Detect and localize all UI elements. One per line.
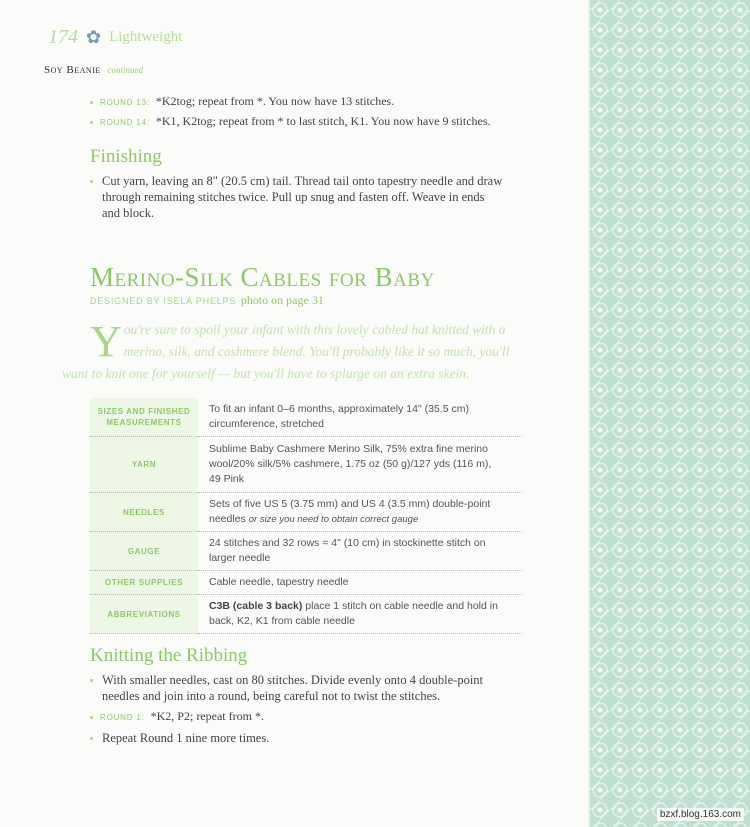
spec-label: NEEDLES [90,493,198,532]
specs-table [90,398,522,634]
round-label: ROUND 13: [100,98,150,107]
text-line: through remaining stitches twice. Pull up snug and fasten off. Weave in ends [102,190,485,204]
spec-value [198,398,522,437]
spec-line: needles [209,513,249,525]
spec-line: Sets of five US 5 (3.75 mm) and US 4 (3.5 mm) double-point [209,498,491,510]
spec-value [198,532,522,571]
round-1 [100,709,264,724]
drop-cap: Y [90,317,122,366]
section-name: Lightweight [109,29,183,45]
spec-label: YARN [90,437,198,493]
table-row [90,493,522,532]
table-row [90,437,522,493]
designer-credit: DESIGNED BY ISELA PHELPS [90,296,237,306]
spec-label: GAUGE [90,532,198,571]
spec-line: back, K2, K1 from cable needle [209,615,355,627]
round-14 [100,114,491,129]
intro-line: ou're sure to spoil your infant with this lovely cabled hat knitted with a [123,322,506,337]
spec-label: SIZES AND FINISHED MEASUREMENTS [90,398,198,437]
finishing-heading: Finishing [90,146,162,167]
round-text: *K1, K2tog; repeat from * to last stitch, K1. You now have 9 stitches. [155,114,491,128]
spec-value [198,571,522,595]
finishing-text [102,173,520,221]
table-row [90,532,522,571]
repeat-instruction: Repeat Round 1 nine more times. [102,731,270,745]
text-line: Cut yarn, leaving an 8" (20.5 cm) tail. Thread tail onto tapestry needle and draw [102,174,503,188]
page-number: 174 [48,26,78,48]
spec-line: 49 Pink [209,473,245,485]
bullet-icon [90,679,93,682]
spec-line: circumference, stretched [209,418,324,430]
table-row [90,398,522,437]
photo-reference: photo on page 31 [240,293,324,307]
spec-italic-note: or size you need to obtain correct gauge [248,514,419,525]
designer-line [90,293,324,308]
spec-value [198,493,522,532]
spec-value [198,595,522,634]
intro-line: merino, silk, and cashmere blend. You'll probably like it so much, you'll [123,344,510,359]
spec-label: ABBREVIATIONS [90,595,198,634]
spec-label: OTHER SUPPLIES [90,571,198,595]
abbreviation-term: C3B (cable 3 back) [209,600,303,612]
flower-ornament-icon: ✿ [86,27,102,47]
running-head [48,26,182,49]
bullet-icon [90,121,93,124]
round-label: ROUND 1: [100,713,145,722]
spec-line: larger needle [209,552,271,564]
spec-line: place 1 stitch on cable needle and hold in [302,600,498,612]
spec-line: Cable needle, tapestry needle [209,576,349,588]
round-text: *K2tog; repeat from *. You now have 13 stitches. [155,94,395,108]
continued-pattern-title: Soy Beanie [44,64,101,76]
table-row [90,595,522,634]
spec-line: 24 stitches and 32 rows = 4" (10 cm) in stockinette stitch on [209,537,486,549]
text-line: needles and join into a round, being careful not to twist the stitches. [102,689,441,703]
bullet-icon [90,737,93,740]
ribbing-text [102,672,520,704]
round-text: *K2, P2; repeat from *. [150,709,264,723]
continued-header [44,64,143,76]
text-line: With smaller needles, cast on 80 stitches. Divide evenly onto 4 double-point [102,673,484,687]
round-13 [100,94,394,109]
pattern-title: Merino-Silk Cables for Baby [90,262,435,292]
intro-line: want to knit one for yourself — but you'll have to splurge on an extra skein. [62,366,470,381]
bullet-icon [90,101,93,104]
text-line: and block. [102,206,155,220]
bullet-icon [90,180,93,183]
ribbing-heading: Knitting the Ribbing [90,645,248,666]
decorative-pattern-panel [590,0,750,827]
bullet-icon [90,716,93,719]
spec-value [198,437,522,493]
table-row [90,571,522,595]
round-label: ROUND 14: [100,118,150,127]
continued-label: continued [107,65,144,75]
spec-line: wool/20% silk/5% cashmere, 1.75 oz (50 g)/127 yds (116 m), [209,458,492,470]
watermark-credit: bzxf.blog.163.com [657,808,744,821]
pattern-intro [62,317,520,385]
spec-line: Sublime Baby Cashmere Merino Silk, 75% extra fine merino [209,443,488,455]
spec-line: To fit an infant 0–6 months, approximately 14" (35.5 cm) [209,403,469,415]
